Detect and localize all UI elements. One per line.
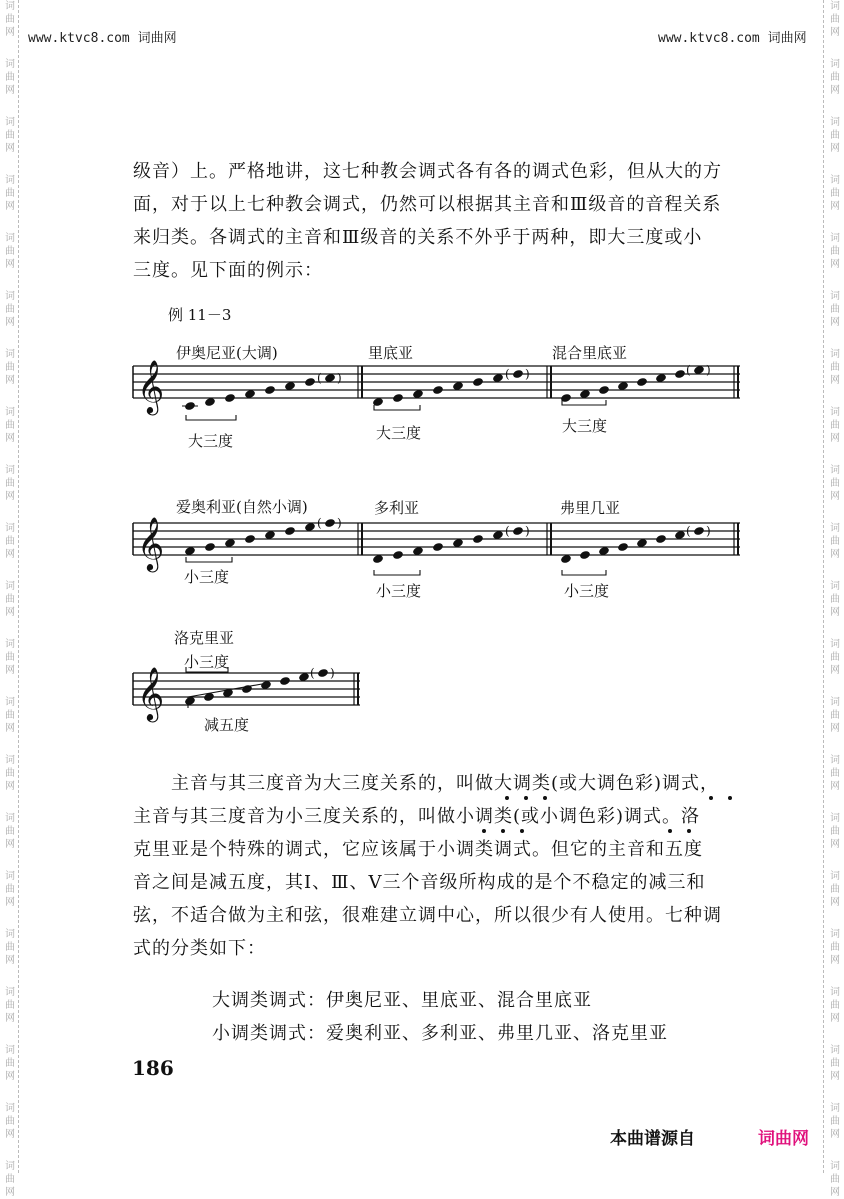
- text-line: 三度。见下面的例示：: [133, 260, 323, 281]
- text-line: 音之间是减五度，其Ⅰ、Ⅲ、Ⅴ三个音级所构成的是个不稳定的减三和: [133, 872, 706, 893]
- edge-watermark-mark: 词 曲 网: [5, 349, 15, 386]
- classification-minor: 小调类调式：爱奥利亚、多利亚、弗里几亚、洛克里亚: [212, 1023, 668, 1044]
- text-line: 主音与其三度音为小三度关系的，叫做小调类(或小调色彩)调式。洛: [133, 806, 701, 827]
- edge-watermark-mark: 词 曲 网: [830, 1, 840, 38]
- edge-watermark-mark: 词 曲 网: [5, 639, 15, 676]
- note-parenthesis: (: [505, 524, 510, 538]
- edge-watermark-mark: 词 曲 网: [5, 523, 15, 560]
- edge-watermark-mark: 词 曲 网: [830, 697, 840, 734]
- note-head: [512, 369, 524, 379]
- note-head: [432, 385, 444, 395]
- note-head: [224, 393, 236, 403]
- edge-watermark-mark: 词 曲 网: [830, 291, 840, 328]
- edge-watermark-mark: 词 曲 网: [5, 117, 15, 154]
- text-line: 弦，不适合做为主和弦，很难建立调中心，所以很少有人使用。七种调: [133, 905, 722, 926]
- note-head: [244, 534, 256, 544]
- note-parenthesis: (: [317, 516, 322, 530]
- emphasis-dot: [524, 796, 528, 800]
- treble-clef: 𝄞: [137, 516, 165, 570]
- interval-label-dim5: 减五度: [204, 716, 250, 734]
- note-parenthesis: ): [706, 363, 711, 377]
- mode-name-ionian: 伊奥尼亚(大调): [176, 344, 278, 362]
- treble-clef: 𝄞: [137, 666, 165, 720]
- note-parenthesis: (: [686, 524, 691, 538]
- edge-watermark-mark: 词 曲 网: [830, 175, 840, 212]
- note-head: [472, 534, 484, 544]
- emphasis-dot: [520, 829, 524, 833]
- interval-bracket: [186, 667, 228, 672]
- classification-major: 大调类调式：伊奥尼亚、里底亚、混合里底亚: [212, 990, 592, 1011]
- note-head: [317, 668, 329, 678]
- emphasis-dot: [543, 796, 547, 800]
- note-head: [432, 542, 444, 552]
- emphasis-dot: [728, 796, 732, 800]
- note-head: [304, 377, 316, 387]
- note-head: [264, 385, 276, 395]
- note-head: [693, 526, 705, 536]
- emphasis-dot: [501, 829, 505, 833]
- edge-watermark-mark: 词 曲 网: [830, 407, 840, 444]
- note-parenthesis: (: [317, 371, 322, 385]
- edge-watermark-mark: 词 曲 网: [830, 59, 840, 96]
- edge-watermark-mark: 词 曲 网: [830, 1103, 840, 1140]
- edge-watermark-mark: 词 曲 网: [5, 755, 15, 792]
- edge-watermark-mark: 词 曲 网: [5, 407, 15, 444]
- mode-name-aeolian: 爱奥利亚(自然小调): [176, 498, 308, 516]
- note-head: [598, 385, 610, 395]
- interval-bracket: [186, 415, 236, 420]
- edge-watermark-mark: 词 曲 网: [830, 813, 840, 850]
- edge-watermark-mark: 词 曲 网: [830, 349, 840, 386]
- emphasis-dot: [687, 829, 691, 833]
- note-head: [579, 550, 591, 560]
- edge-watermark-mark: 词 曲 网: [830, 581, 840, 618]
- header-url-right[interactable]: www.ktvc8.com 词曲网: [658, 31, 807, 46]
- mode-name-locrian: 洛克里亚: [174, 629, 235, 647]
- note-head: [324, 518, 336, 528]
- note-head: [472, 377, 484, 387]
- note-parenthesis: (: [310, 666, 315, 680]
- edge-watermark-mark: 词 曲 网: [830, 929, 840, 966]
- edge-watermark-mark: 词 曲 网: [5, 291, 15, 328]
- footer-source-label: 本曲谱源自: [610, 1129, 695, 1149]
- text-line: 面，对于以上七种教会调式，仍然可以根据其主音和Ⅲ级音的音程关系: [133, 194, 722, 215]
- note-head: [204, 542, 216, 552]
- mode-name-dorian: 多利亚: [374, 499, 420, 517]
- emphasis-dot: [668, 829, 672, 833]
- edge-watermark-mark: 词 曲 网: [830, 1045, 840, 1082]
- edge-watermark-mark: 词 曲 网: [5, 813, 15, 850]
- edge-watermark-mark: 词 曲 网: [830, 987, 840, 1024]
- text-line: 式的分类如下：: [133, 938, 266, 959]
- interval-label: 小三度: [184, 653, 230, 671]
- edge-watermark-mark: 词 曲 网: [5, 987, 15, 1024]
- edge-watermark-mark: 词 曲 网: [5, 929, 15, 966]
- note-parenthesis: ): [337, 371, 342, 385]
- note-parenthesis: ): [525, 524, 530, 538]
- edge-watermark-mark: 词 曲 网: [830, 871, 840, 908]
- note-parenthesis: ): [330, 666, 335, 680]
- edge-watermark-mark: 词 曲 网: [5, 581, 15, 618]
- emphasis-dot: [709, 796, 713, 800]
- footer-site-logo[interactable]: 词曲网: [758, 1129, 809, 1149]
- mode-name-phrygian: 弗里几亚: [560, 499, 621, 517]
- edge-watermark-mark: 词 曲 网: [5, 465, 15, 502]
- treble-clef: 𝄞: [137, 359, 165, 413]
- note-head: [655, 534, 667, 544]
- example-label: 例 11－3: [168, 306, 232, 324]
- emphasis-dot: [505, 796, 509, 800]
- text-line: 克里亚是个特殊的调式，它应该属于小调类调式。但它的主音和五度: [133, 839, 703, 860]
- edge-watermark-mark: 词 曲 网: [5, 871, 15, 908]
- interval-bracket: [374, 570, 420, 575]
- note-head: [512, 526, 524, 536]
- text-line: 来归类。各调式的主音和Ⅲ级音的关系不外乎于两种，即大三度或小: [133, 227, 703, 248]
- interval-bracket: [562, 400, 606, 405]
- edge-watermark-mark: 词 曲 网: [5, 1103, 15, 1140]
- note-head: [636, 377, 648, 387]
- edge-watermark-mark: 词 曲 网: [5, 697, 15, 734]
- edge-watermark-mark: 词 曲 网: [5, 175, 15, 212]
- interval-bracket: [562, 570, 606, 575]
- edge-watermark-mark: 词 曲 网: [830, 1161, 840, 1198]
- interval-label: 大三度: [188, 432, 234, 450]
- note-head: [392, 393, 404, 403]
- interval-bracket: [186, 557, 232, 562]
- edge-watermark-mark: 词 曲 网: [830, 523, 840, 560]
- interval-bracket: [374, 405, 420, 410]
- note-parenthesis: ): [337, 516, 342, 530]
- emphasis-dot: [482, 829, 486, 833]
- note-head: [284, 526, 296, 536]
- header-url-left[interactable]: www.ktvc8.com 词曲网: [28, 31, 177, 46]
- text-line: 级音）上。严格地讲，这七种教会调式各有各的调式色彩，但从大的方: [133, 161, 722, 182]
- edge-watermark-mark: 词 曲 网: [5, 233, 15, 270]
- edge-watermark-mark: 词 曲 网: [5, 1, 15, 38]
- note-head: [617, 542, 629, 552]
- page-number: 186: [132, 1056, 174, 1080]
- interval-label: 大三度: [562, 417, 608, 435]
- edge-watermark-mark: 词 曲 网: [5, 1045, 15, 1082]
- edge-watermark-mark: 词 曲 网: [830, 639, 840, 676]
- edge-watermark-mark: 词 曲 网: [5, 1161, 15, 1198]
- mode-name-lydian: 里底亚: [368, 344, 414, 362]
- note-parenthesis: (: [505, 367, 510, 381]
- interval-label: 小三度: [184, 568, 230, 586]
- note-head: [674, 369, 686, 379]
- edge-watermark-mark: 词 曲 网: [830, 755, 840, 792]
- text-line: 主音与其三度音为大三度关系的，叫做大调类(或大调色彩)调式，: [171, 773, 720, 794]
- note-head: [392, 550, 404, 560]
- note-head: [184, 401, 196, 411]
- edge-watermark-mark: 词 曲 网: [830, 233, 840, 270]
- note-parenthesis: ): [525, 367, 530, 381]
- note-head: [279, 676, 291, 686]
- edge-watermark-mark: 词 曲 网: [830, 465, 840, 502]
- note-parenthesis: ): [706, 524, 711, 538]
- interval-label: 小三度: [564, 582, 610, 600]
- paragraph-explanation: [133, 767, 743, 965]
- mode-name-mixolydian: 混合里底亚: [552, 344, 628, 362]
- interval-label: 大三度: [376, 424, 422, 442]
- note-parenthesis: (: [686, 363, 691, 377]
- edge-watermark-mark: 词 曲 网: [5, 59, 15, 96]
- interval-label: 小三度: [376, 582, 422, 600]
- edge-watermark-mark: 词 曲 网: [830, 117, 840, 154]
